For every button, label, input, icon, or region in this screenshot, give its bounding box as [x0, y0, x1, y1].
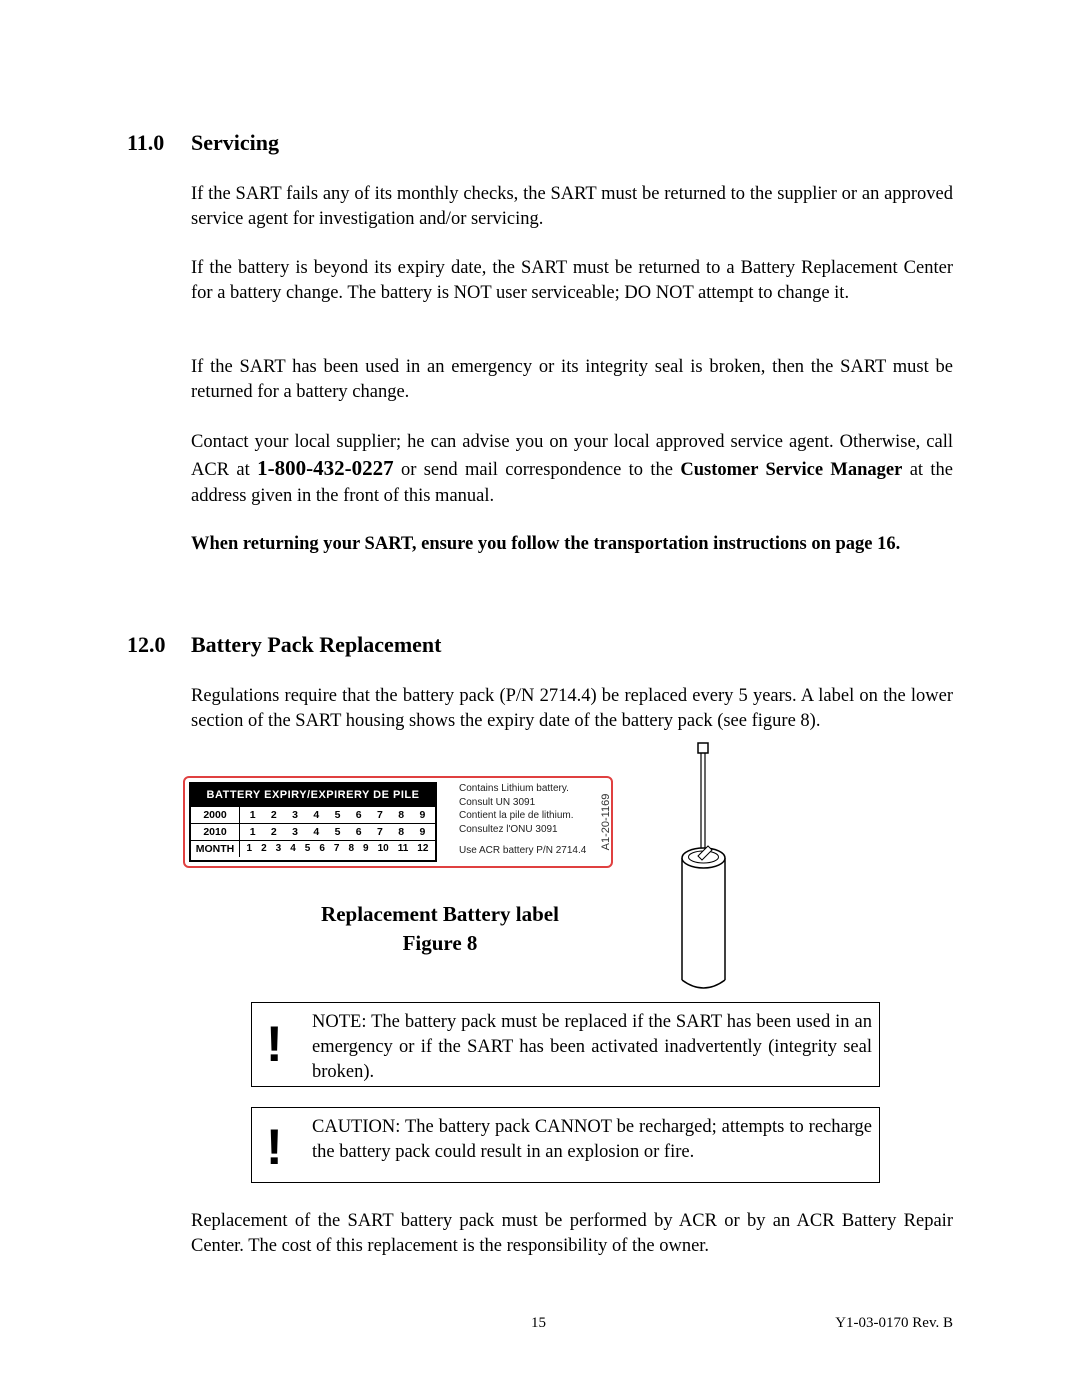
cell-bottom	[682, 980, 725, 988]
row-cells	[240, 841, 435, 857]
label-line: Use ACR battery P/N 2714.4	[459, 845, 587, 856]
section-12-number: 12.0	[127, 632, 166, 657]
battery-paragraph-1: Regulations require that the battery pack (P/N 2714.4) be replaced every 5 years. A label on the lower section of the SART housing shows the expiry date of the battery pack (see figure 8).	[191, 686, 953, 731]
caution-box	[251, 1107, 880, 1183]
cell: 5	[304, 843, 311, 854]
cell: 3	[292, 826, 298, 838]
contact-text-c: at the address given in the front of this manual.	[191, 460, 953, 506]
note-box	[251, 1002, 880, 1087]
cell: 1	[246, 843, 253, 854]
cell: 3	[275, 843, 282, 854]
row-heading: 2000	[191, 807, 240, 823]
row-heading: 2010	[191, 824, 240, 840]
label-line: Consultez l'ONU 3091	[459, 823, 558, 835]
label-line: Contient la pile de lithium.	[459, 810, 574, 821]
expiry-row-month	[191, 840, 435, 857]
cell: 5	[334, 826, 341, 838]
label-warning-text	[459, 782, 599, 858]
battery-cell-illustration	[670, 740, 740, 995]
section-12-title: Battery Pack Replacement	[191, 632, 442, 657]
cell: 7	[377, 809, 383, 821]
cell: 2	[270, 826, 277, 838]
cell: 4	[313, 826, 320, 838]
cell: 2	[261, 843, 267, 854]
phone-number: 1-800-432-0227	[257, 456, 394, 480]
expiry-row-2000	[191, 806, 435, 823]
cell: 11	[397, 843, 409, 854]
cell: 8	[398, 826, 405, 838]
cell: 10	[377, 843, 389, 854]
exclamation-icon: !	[266, 1016, 283, 1072]
label-line: Consult UN 3091	[459, 796, 536, 808]
cell: 4	[290, 843, 296, 854]
expiry-table	[189, 782, 437, 862]
row-cells	[240, 824, 435, 840]
label-code	[582, 780, 630, 864]
figure-caption-title: Replacement Battery label	[321, 902, 559, 926]
expiry-row-2010	[191, 823, 435, 840]
caution-text: CAUTION: The battery pack CANNOT be recharged; attempts to recharge the battery pack could result in an explosion or fire.	[312, 1117, 872, 1162]
label-line: Contains Lithium battery.	[459, 783, 569, 794]
contact-role: Customer Service Manager	[680, 460, 903, 480]
cell: 7	[333, 843, 340, 854]
exclamation-icon: !	[266, 1119, 283, 1175]
cell: 7	[377, 826, 383, 838]
section-11-number: 11.0	[127, 130, 165, 155]
transport-warning: When returning your SART, ensure you follow the transportation instructions on page 16.	[191, 534, 901, 554]
cell: 8	[398, 809, 405, 821]
cell: 9	[363, 843, 369, 854]
cell: 12	[417, 843, 429, 854]
cell: 1	[249, 809, 256, 821]
section-11-title: Servicing	[191, 130, 279, 155]
contact-text-a: Contact your local supplier; he can advise you on your local approved service agent. Otherwise, call ACR at	[191, 432, 953, 480]
figure-caption-number: Figure 8	[402, 931, 478, 955]
cell: 6	[355, 809, 362, 821]
cell: 4	[313, 809, 320, 821]
cell: 5	[334, 809, 341, 821]
cell: 1	[249, 826, 256, 838]
row-cells	[240, 807, 435, 823]
contact-text-b: or send mail correspondence to the	[393, 460, 681, 480]
cell: 6	[355, 826, 362, 838]
cell: 3	[292, 809, 298, 821]
servicing-paragraph-3: If the SART has been used in an emergency or its integrity seal is broken, then the SART must be returned for a battery change.	[191, 357, 953, 402]
connector-tab	[698, 743, 708, 753]
document-id: Y1-03-0170 Rev. B	[835, 1315, 953, 1331]
section-11-heading	[127, 130, 279, 156]
servicing-paragraph-2: If the battery is beyond its expiry date, the SART must be returned to a Battery Replacement Center for a battery change. The battery is NOT user serviceable; DO NOT attempt to change it.	[191, 258, 953, 303]
battery-label	[183, 776, 613, 868]
cell: 8	[348, 843, 354, 854]
note-text: NOTE: The battery pack must be replaced if the SART has been used in an emergency or if the SART has been activated inadvertently (integrity seal broken).	[312, 1012, 872, 1082]
cell: 6	[319, 843, 325, 854]
servicing-paragraph-1: If the SART fails any of its monthly checks, the SART must be returned to the supplier or an approved service agent for investigation and/or servicing.	[191, 184, 953, 229]
cell: 9	[419, 809, 426, 821]
servicing-paragraph-4	[191, 429, 953, 509]
cell: 2	[270, 809, 277, 821]
page-number: 15	[531, 1315, 546, 1331]
row-heading: MONTH	[191, 841, 240, 857]
replacement-paragraph: Replacement of the SART battery pack must be performed by ACR or by an ACR Battery Repair Center. The cost of this replacement is the responsibility of the owner.	[191, 1211, 953, 1256]
section-12-heading	[127, 632, 441, 658]
label-code-text: A1-20-1169	[600, 793, 612, 851]
cell: 9	[419, 826, 426, 838]
expiry-table-header: BATTERY EXPIRY/EXPIRERY DE PILE	[191, 784, 435, 806]
